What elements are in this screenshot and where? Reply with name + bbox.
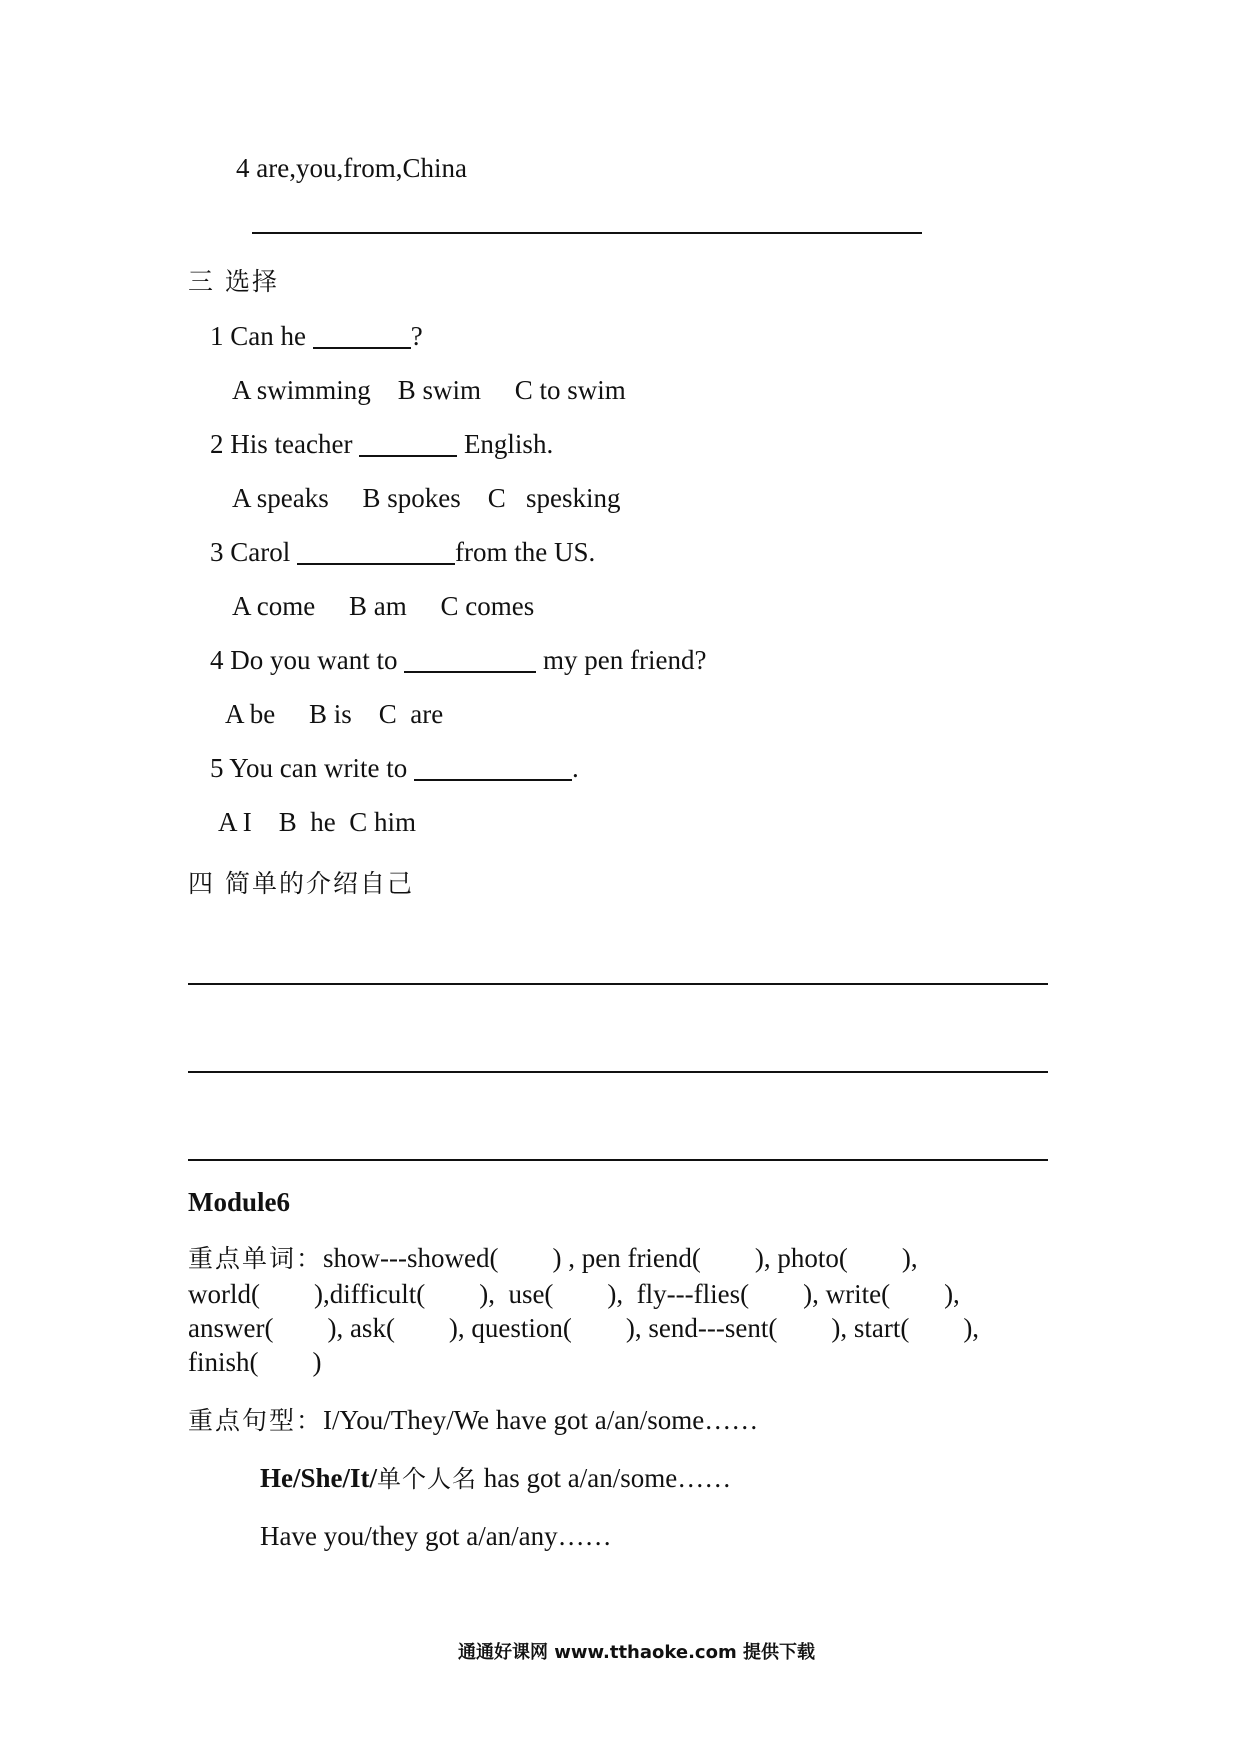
writing-line-3 (188, 1159, 1048, 1161)
key-words-line-2: world( ),difficult( ), use( ), fly---flies( ), write( ), (188, 1279, 960, 1309)
answer-blank (414, 757, 572, 781)
question-suffix: my pen friend? (542, 645, 707, 675)
key-words-text: show---showed( ) , pen friend( ), photo( ), (323, 1243, 918, 1273)
writing-line-1 (188, 983, 1048, 985)
key-words-line-4: finish( ) (188, 1347, 322, 1377)
question-text: 3 Carol (210, 537, 291, 567)
section-heading-choice: 三 选择 (188, 267, 279, 296)
question-3 (210, 536, 595, 568)
section-heading-intro: 四 简单的介绍自己 (188, 869, 414, 898)
pattern-subjects: He/She/It/ (260, 1463, 378, 1493)
answer-blank (404, 649, 536, 673)
key-words-line-3: answer( ), ask( ), question( ), send---sent( ), start( ), (188, 1313, 980, 1343)
question-2 (210, 428, 553, 460)
question-5-options: A I B he C him (218, 807, 417, 837)
key-patterns-label: 重点句型： (188, 1406, 324, 1435)
key-patterns-line-1 (188, 1404, 758, 1437)
question-4 (210, 644, 706, 676)
answer-blank (313, 325, 411, 349)
pattern-text: has got a/an/some…… (477, 1463, 732, 1493)
question-suffix: . (572, 753, 579, 783)
key-patterns-line-2 (260, 1462, 731, 1495)
module-title: Module6 (188, 1187, 291, 1217)
question-1-options: A swimming B swim C to swim (232, 375, 626, 405)
key-words-label: 重点单词： (188, 1244, 324, 1273)
answer-blank (359, 433, 457, 457)
writing-line-2 (188, 1071, 1048, 1073)
question-text: 2 His teacher (210, 429, 353, 459)
question-suffix: ? (410, 321, 423, 351)
question-text: 1 Can he (210, 321, 306, 351)
reorder-question-4: 4 are,you,from,China (236, 153, 467, 183)
question-3-options: A come B am C comes (232, 591, 535, 621)
pattern-text: I/You/They/We have got a/an/some…… (323, 1405, 759, 1435)
question-text: 4 Do you want to (210, 645, 398, 675)
question-1 (210, 320, 423, 352)
pattern-cn-text: 单个人名 (377, 1465, 478, 1493)
key-words-line-1 (188, 1242, 918, 1275)
answer-line (252, 232, 922, 234)
question-2-options: A speaks B spokes C spesking (232, 483, 621, 513)
footer-credit: 通通好课网 www.tthaoke.com 提供下载 (458, 1642, 815, 1663)
key-patterns-line-3: Have you/they got a/an/any…… (260, 1521, 612, 1551)
answer-blank (297, 541, 455, 565)
question-suffix: English. (463, 429, 554, 459)
question-suffix: from the US. (455, 537, 596, 567)
question-5 (210, 752, 579, 784)
question-4-options: A be B is C are (225, 699, 444, 729)
question-text: 5 You can write to (210, 753, 408, 783)
